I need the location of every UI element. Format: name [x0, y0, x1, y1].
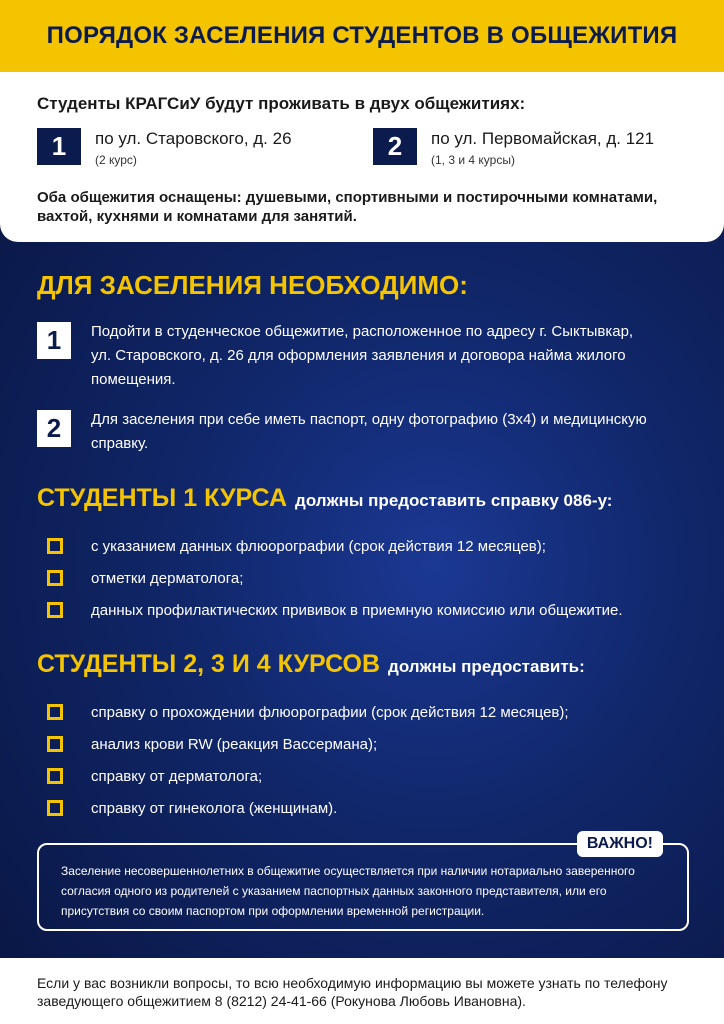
dorms-info-card	[0, 72, 724, 242]
dorms-info-title: Студенты КРАГСиУ будут проживать в двух общежитиях:	[37, 94, 526, 113]
important-notice	[37, 835, 689, 931]
page-title: ПОРЯДОК ЗАСЕЛЕНИЯ СТУДЕНТОВ В ОБЩЕЖИТИЯ	[46, 22, 678, 49]
dorm-2-courses: (1, 3 и 4 курсы)	[431, 153, 515, 167]
list-item: справку от дерматолога;	[47, 760, 569, 792]
list-item: данных профилактических прививок в приемную комиссию или общежитие.	[47, 594, 623, 626]
dorm-1-address: по ул. Старовского, д. 26	[95, 129, 292, 148]
checkbox-icon	[47, 736, 63, 752]
important-badge: ВАЖНО!	[577, 831, 663, 857]
dorm-2-address: по ул. Первомайская, д. 121	[431, 129, 655, 148]
dorms-amenities-note: Оба общежития оснащены: душевыми, спортивными и постирочными комнатами, вахтой, кухнями и комнатами для занятий.	[37, 189, 658, 225]
dorm-1-number: 1	[37, 128, 81, 165]
list-item: справку от гинеколога (женщинам).	[47, 792, 569, 824]
dorm-1-courses: (2 курс)	[95, 153, 137, 167]
checkbox-icon	[47, 570, 63, 586]
requirement-step-1	[37, 320, 651, 392]
other-courses-title: СТУДЕНТЫ 2, 3 И 4 КУРСОВ	[37, 650, 381, 678]
checkbox-icon	[47, 768, 63, 784]
important-text: Заселение несовершеннолетних в общежитие осуществляется при наличии нотариально заверенного согласия одного из родителей с указанием паспортных данных законного представителя, или его присутствия со своим паспортом при оформлении временной регистрации.	[61, 864, 635, 918]
requirement-step-2	[37, 408, 651, 456]
dorm-2-number: 2	[373, 128, 417, 165]
header-banner	[0, 0, 724, 72]
dorm-2	[373, 128, 654, 167]
checkbox-icon	[47, 704, 63, 720]
checkbox-icon	[47, 538, 63, 554]
other-courses-heading	[37, 650, 585, 679]
dorm-1	[37, 128, 292, 167]
footer-contact	[0, 958, 724, 1024]
list-item: отметки дерматолога;	[47, 562, 623, 594]
requirements-heading: ДЛЯ ЗАСЕЛЕНИЯ НЕОБХОДИМО:	[37, 270, 468, 300]
step-1-text: Подойти в студенческое общежитие, расположенное по адресу г. Сыктывкар, ул. Старовского, д. 26 для оформления заявления и договора найма жилого помещения.	[91, 323, 634, 388]
first-course-heading	[37, 484, 612, 513]
other-courses-subtitle: должны предоставить:	[388, 657, 585, 676]
first-course-list	[47, 530, 623, 626]
list-item: анализ крови RW (реакция Вассермана);	[47, 728, 569, 760]
step-2-text: Для заселения при себе иметь паспорт, одну фотографию (3х4) и медицинскую справку.	[91, 411, 647, 452]
first-course-subtitle: должны предоставить справку 086-у:	[295, 491, 613, 510]
footer-text: Если у вас возникли вопросы, то всю необходимую информацию вы можете узнать по телефону заведующего общежитием 8 (8212) 24-41-66 (Рокунова Любовь Ивановна).	[37, 975, 668, 1009]
list-item: справку о прохождении флюорографии (срок действия 12 месяцев);	[47, 696, 569, 728]
step-1-number: 1	[37, 322, 71, 359]
checkbox-icon	[47, 800, 63, 816]
first-course-title: СТУДЕНТЫ 1 КУРСА	[37, 484, 288, 512]
list-item: с указанием данных флюорографии (срок действия 12 месяцев);	[47, 530, 623, 562]
other-courses-list	[47, 696, 569, 824]
step-2-number: 2	[37, 410, 71, 447]
checkbox-icon	[47, 602, 63, 618]
